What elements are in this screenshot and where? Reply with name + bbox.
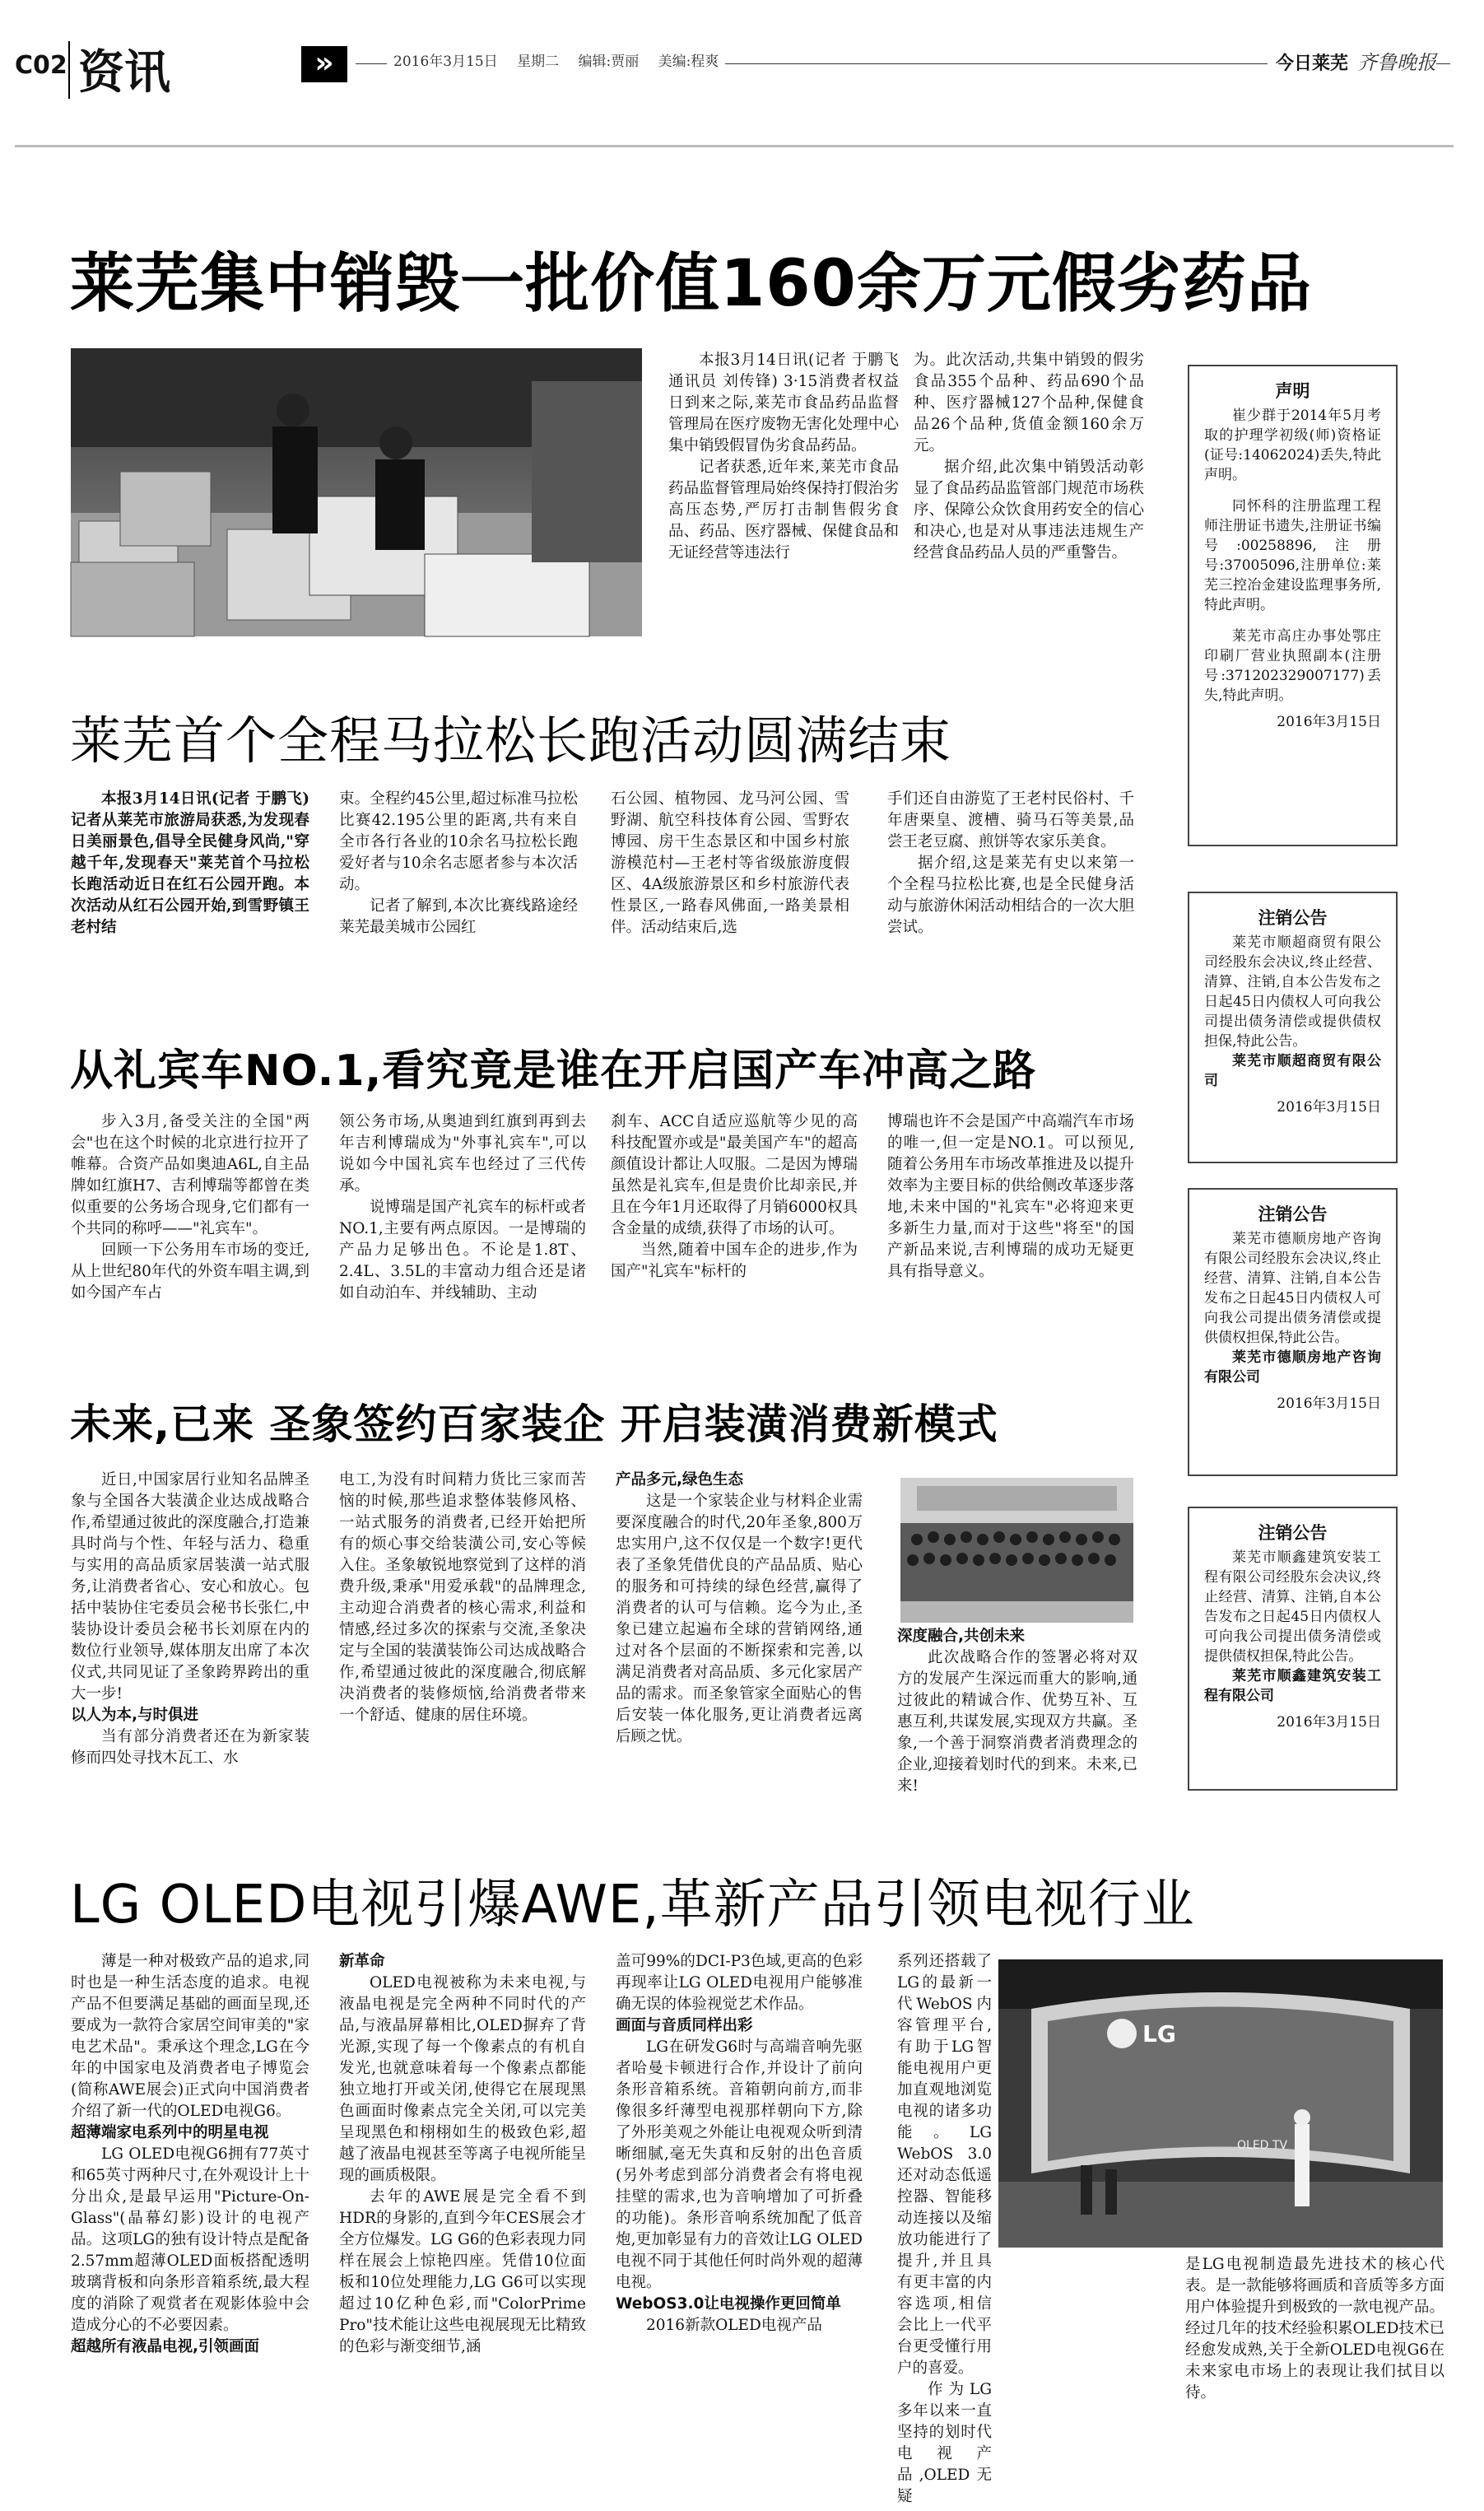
article4-col3 (616, 1470, 863, 1832)
article3-headline: 从礼宾车NO.1,看究竟是谁在开启国产车冲高之路 (70, 1046, 1037, 1096)
article4-photo (900, 1478, 1133, 1623)
notice-box-deshun (1188, 1188, 1398, 1476)
editor: 编辑:贾丽 (578, 54, 640, 70)
article5-para: LG在研发G6时与高端音响先驱者哈曼卡顿进行合作,并设计了前向条形音箱系统。音箱朝向前方,而非像很多纤薄型电视那样朝向下方,除了外形美观之外能让电视观众听到清晰细腻,毫无失真和反射的出色音质(另外考虑到部分消费者会有将电视挂壁的需求,也为音响增加了可折叠的功能)。条形音响系统加配了低音炮,更加彰显有力的音效让LG OLED电视不同于其他任何时尚外观的超薄电视。 (616, 2038, 863, 2291)
signing-ceremony-photo (900, 1478, 1133, 1623)
article3-para: 当然,随着中国车企的进步,作为国产"礼宾车"标杆的 (611, 1242, 858, 1280)
article2-para: 本报3月14日讯(记者 于鹏飞) 记者从莱芜市旅游局获悉,为发现春日美丽景色,倡导全民健身风尚,"穿越千年,发现春天"莱芜首个马拉松长跑活动近日在红石公园开跑。本次活动从红石公园开始,到雪野镇王老村结 (71, 790, 309, 936)
lg-oled-booth-photo (998, 1959, 1443, 2248)
article4-col1 (71, 1470, 309, 1832)
page-header (0, 0, 1484, 148)
notice-text: 莱芜市德顺房地产咨询有限公司经股东会决议,终止经营、清算、注销,自本公告发布之日起45日内债权人可向我公司提出债务清偿或提供债权担保,特此公告。 (1204, 1231, 1381, 1346)
notice-org: 莱芜市顺超商贸有限公司 (1204, 1053, 1381, 1089)
article5-col1 (71, 1951, 309, 2486)
article5-para: OLED电视被称为未来电视,与液晶电视是完全两种不同时代的产品,与液晶屏幕相比,OLED摒弃了背光源,实现了每一个像素点的有机自发光,也就意味着每一个像素点都能独立地打开或关闭,使得它在展现黑色画面时像素点完全关闭,可以完美呈现黑色和栩栩如生的极致色彩,超越了液晶电视甚至等离子电视所能呈现的画质极限。 (339, 1974, 586, 2184)
article5-para: 是LG电视制造最先进技术的核心代表。是一款能够将画质和音质等多方面用户体验提升到极致的一款电视产品。经过几年的技术经验积累OLED技术已经愈发成熟,关于全新OLED电视G6在未来家电市场上的表现让我们拭目以待。 (1185, 2256, 1444, 2402)
notice-date: 2016年3月15日 (1277, 1099, 1381, 1116)
article4-headline: 未来,已来 圣象签约百家装企 开启装潢消费新模式 (70, 1400, 998, 1448)
svg-text:LG: LG (1142, 2020, 1176, 2047)
notice-title: 声明 (1275, 381, 1310, 401)
paper-prefix: 今日莱芜 (1276, 54, 1349, 74)
article3-para: 回顾一下公务用车市场的变迁,从上世纪80年代的外资车唱主调,到如今国产车占 (71, 1242, 309, 1302)
section-title: 资讯 (78, 46, 170, 100)
article5-para: 薄是一种对极致产品的追求,同时也是一种生活态度的追求。电视产品不但要满足基础的画面呈现,还要成为一款符合家居空间审美的"家电艺术品"。秉承这个理念,LG在今年的中国家电及消费者电子博览会(简称AWE展会)正式向中国消费者介绍了新一代的OLED电视G6。 (71, 1953, 309, 2120)
article2-para: 石公园、植物园、龙马河公园、雪野湖、航空科技体育公园、雪野农博园、房干生态景区和中国乡村旅游模范村—王老村等省级旅游度假区、4A级旅游景区和乡村旅游代表性景区,一路春风佛面,一路美景相伴。活动结束后,选 (611, 790, 849, 936)
article5-subheading: WebOS3.0让电视操作更回简单 (616, 2295, 841, 2313)
article4-para: 当有部分消费者还在为新家装修而四处寻找木瓦工、水 (71, 1728, 309, 1767)
article1-col1 (668, 350, 899, 638)
article2-col2 (339, 789, 578, 978)
article2-para: 据介绍,这是莱芜有史以来第一个全程马拉松比赛,也是全民健身活动与旅游休闲活动相结合的一次大胆尝试。 (887, 855, 1134, 936)
notice-date: 2016年3月15日 (1277, 714, 1381, 730)
notice-date: 2016年3月15日 (1277, 1395, 1381, 1412)
article5-headline: LG OLED电视引爆AWE,革新产品引领电视行业 (70, 1875, 1195, 1936)
notice-text: 同怀科的注册监理工程师注册证书遗失,注册证书编号:00258896,注册号:37005096,注册单位:莱芜三控冶金建设监理事务所,特此声明。 (1204, 498, 1381, 613)
article2-col4 (887, 789, 1134, 978)
notice-text: 莱芜市高庄办事处鄂庄印刷厂营业执照副本(注册号:371202329007177)丢失,特此声明。 (1204, 628, 1381, 704)
article1-para: 本报3月14日讯(记者 于鹏飞 通讯员 刘传锋) 3·15消费者权益日到来之际,莱芜市食品药品监督管理局在医疗废物无害化处理中心集中销毁假冒伪劣食品药品。 (668, 352, 899, 454)
article3-para: 刹车、ACC自适应巡航等少见的高科技配置亦或是"最美国产车"的超高颜值设计都让人叹服。二是因为博瑞虽然是礼宾车,但是贵价比却亲民,并且在今年1月还取得了月销6000权具含金量的成绩,获得了市场的认可。 (611, 1113, 858, 1237)
article5-subheading: 超薄端家电系列中的明星电视 (71, 2124, 269, 2141)
article4-subheading: 产品多元,绿色生态 (616, 1471, 744, 1488)
svg-text:OLED TV: OLED TV (1237, 2139, 1288, 2152)
article4-para: 电工,为没有时间精力货比三家而苦恼的时候,那些追求整体装修风格、一站式服务的消费者,已经开始把所有的烦心事交给装潢公司,安心等候入住。圣象敏锐地察觉到了这样的消费升级,秉承"用爱承载"的品牌理念,主动迎合消费者的核心需求,利益和情感,经过多次的探索与交流,圣象决定与全国的装潢装饰公司达成战略合作,希望通过彼此的深度融合,彻底解决消费者的装修烦恼,给消费者带来一个舒适、健康的居住环境。 (339, 1471, 586, 1724)
notice-org: 莱芜市顺鑫建筑安装工程有限公司 (1204, 1668, 1381, 1704)
article4-subheading: 以人为本,与时俱进 (71, 1707, 199, 1724)
header-arrow-icon: » (301, 46, 347, 82)
notice-title: 注销公告 (1258, 1204, 1328, 1224)
notice-org: 莱芜市德顺房地产咨询有限公司 (1204, 1349, 1381, 1386)
article1-para: 据介绍,此次集中销毁活动彰显了食品药品监管部门规范市场秩序、保障公众饮食用药安全的信心和决心,也是对从事违法违规生产经营食品药品人员的严重警告。 (914, 459, 1144, 561)
issue-weekday: 星期二 (517, 54, 560, 70)
article4-col4 (897, 1626, 1137, 1832)
article1-para: 为。此次活动,共集中销毁的假劣食品355个品种、药品690个品种、医疗器械127个品种,保健食品26个品种,货值金额160余万元。 (914, 352, 1144, 454)
article2-col1 (71, 789, 309, 978)
drug-destruction-photo (71, 348, 642, 636)
article4-subheading: 深度融合,共创未来 (897, 1628, 1026, 1645)
article5-subheading: 新革命 (339, 1953, 385, 1970)
page-code: C02 (15, 51, 67, 80)
article5-photo (998, 1959, 1443, 2248)
paper-name: 齐鲁晚报 (1357, 51, 1437, 74)
article3-col4 (887, 1111, 1134, 1408)
article2-para: 手们还自由游览了王老村民俗村、千年唐栗皇、渡槽、骑马石等美景,品尝王老豆腐、煎饼等农家乐美食。 (887, 790, 1134, 850)
article5-col5 (1185, 2254, 1444, 2493)
article3-para: 步入3月,备受关注的全国"两会"也在这个时候的北京进行拉开了帷幕。合资产品如奥迪A6L,自主品牌如红旗H7、吉利博瑞等都曾在类似重要的公务场合现身,它们都有一个共同的称呼——"礼宾车"。 (71, 1113, 309, 1237)
article5-para: 作为LG多年以来一直坚持的划时代电视产品,OLED无疑 (897, 2381, 992, 2505)
article5-para: 盖可99%的DCI-P3色域,更高的色彩再现率让LG OLED电视用户能够准确无误的体验视觉艺术作品。 (616, 1953, 863, 2013)
article3-col1 (71, 1111, 309, 1408)
issue-date: 2016年3月15日 (393, 54, 498, 70)
designer: 美编:程爽 (658, 54, 719, 70)
paper-masthead (1268, 46, 1436, 75)
notice-box-shunxin (1188, 1507, 1398, 1791)
article4-col2 (339, 1470, 586, 1832)
article3-para: 领公务市场,从奥迪到红旗到再到去年吉利博瑞成为"外事礼宾车",可以说如今中国礼宾车也经过了三代传承。 (339, 1113, 586, 1195)
article5-col2 (339, 1951, 586, 2486)
article3-col3 (611, 1111, 858, 1408)
article2-para: 束。全程约45公里,超过标准马拉松比赛42.195公里的距离,共有来自全市各行各业的10余名马拉松长跑爱好者与10余名志愿者参与本次活动。 (339, 790, 578, 893)
article1-headline: 莱芜集中销毁一批价值160余万元假劣药品 (70, 247, 1312, 321)
article2-para: 记者了解到,本次比赛线路途经莱芜最美城市公园红 (339, 897, 578, 936)
header-meta (387, 49, 725, 70)
notice-date: 2016年3月15日 (1277, 1714, 1381, 1731)
article5-subheading: 画面与音质同样出彩 (616, 2017, 753, 2034)
article1-photo (71, 348, 642, 636)
notice-box-shunchao (1188, 892, 1398, 1163)
article5-col3 (616, 1951, 863, 2486)
notice-text: 莱芜市顺鑫建筑安装工程有限公司经股东会决议,终止经营、清算、注销,自本公告发布之日起45日内债权人可向我公司提出债务清偿或提供债权担保,特此公告。 (1204, 1549, 1381, 1665)
article5-para: 系列还搭载了LG的最新一代WebOS内容管理平台,有助于LG智能电视用户更加直观地浏览电视的诸多功能。LG WebOS 3.0还对动态低遥控器、智能移动连接以及缩放功能进行了提升,并且具有更丰富的内容选项,相信会比上一代平台更受懂行用户的喜爱。 (897, 1953, 992, 2377)
article2-headline: 莱芜首个全程马拉松长跑活动圆满结束 (70, 710, 952, 771)
article5-para: 去年的AWE展是完全看不到HDR的身影的,直到今年CES展会才全方位爆发。LG G6的色彩表现力同样在展会上惊艳四座。凭借10位面板和10位处理能力,LG G6可以实现超过10亿种色彩,而"ColorPrime Pro"技术能让这些电视展现无比精致的色彩与渐变细节,涵 (339, 2188, 586, 2355)
article3-col2 (339, 1111, 586, 1408)
article3-para: 说博瑞是国产礼宾车的标杆或者NO.1,主要有两点原因。一是博瑞的产品力足够出色。不论是1.8T、2.4L、3.5L的丰富动力组合还是诸如自动泊车、并线辅助、主动 (339, 1199, 586, 1302)
header-divider (68, 41, 70, 99)
article2-col3 (611, 789, 849, 978)
article1-para: 记者获悉,近年来,莱芜市食品药品监督管理局始终保持打假治劣高压态势,严厉打击制售假劣食品、药品、医疗器械、保健食品和无证经营等违法行 (668, 459, 899, 561)
notice-title: 注销公告 (1258, 1523, 1328, 1543)
article5-para: 2016新款OLED电视产品 (646, 2317, 822, 2334)
header-bottom-rule (15, 145, 1454, 147)
article4-para: 近日,中国家居行业知名品牌圣象与全国各大装潢企业达成战略合作,希望通过彼此的深度融合,打造兼具时尚与个性、年轻与活力、稳重与实用的高品质家居装潢一站式服务,让消费者省心、安心和放心。包括中装协住宅委员会秘书长张仁,中装协设计委员会秘书长刘原在内的数位行业领导,媒体朋友出席了本次仪式,共同见证了圣象跨界跨出的重大一步! (71, 1471, 309, 1703)
article5-subheading: 超越所有液晶电视,引领画面 (71, 2338, 260, 2355)
article5-para: LG OLED电视G6拥有77英寸和65英寸两种尺寸,在外观设计上十分出众,是最早运用"Picture-On-Glass"(晶幕幻影)设计的电视产品。这项LG的独有设计特点是配备2.57mm超薄OLED面板搭配透明玻璃背板和向条形音箱系统,最大程度的消除了观赏者在观影体验中会造成分心的不必要因素。 (71, 2145, 309, 2334)
notice-title: 注销公告 (1258, 908, 1328, 928)
article5-col4 (897, 1951, 992, 2505)
notice-text: 崔少群于2014年5月考取的护理学初级(师)资格证(证号:14062024)丢失,特此声明。 (1204, 408, 1381, 483)
article3-para: 博瑞也许不会是国产中高端汽车市场的唯一,但一定是NO.1。可以预见,随着公务用车市场改革推进及以提升效率为主要目标的供给侧改革逐步落地,未来中国的"礼宾车"必将迎来更多新生力量,而对于这些"将至"的国产新品来说,吉利博瑞的成功无疑更具有指导意义。 (887, 1113, 1134, 1280)
notice-box-statement (1188, 365, 1398, 846)
article1-col2 (914, 350, 1144, 638)
article4-para: 这是一个家装企业与材料企业需要深度融合的时代,20年圣象,800万忠实用户,这不仅仅是一个数字!更代表了圣象凭借优良的产品品质、贴心的服务和可持续的绿色经营,赢得了消费者的认可与信赖。迄今为止,圣象已建立起遍布全球的营销网络,通过对各个层面的不断探索和完善,以满足消费者对高品质、多元化家居产品的需求。而圣象管家全面贴心的售后安装一体化服务,更让消费者远离后顾之忧。 (616, 1493, 863, 1745)
article4-para: 此次战略合作的签署必将对双方的发展产生深远而重大的影响,通过彼此的精诚合作、优势互补、互惠互利,共谋发展,实现双方共赢。圣象,一个善于洞察消费者消费理念的企业,迎接着划时代的到来。未来,已来! (897, 1649, 1137, 1795)
notice-text: 莱芜市顺超商贸有限公司经股东会决议,终止经营、清算、注销,自本公告发布之日起45日内债权人可向我公司提出债务清偿或提供债权担保,特此公告。 (1204, 934, 1381, 1050)
